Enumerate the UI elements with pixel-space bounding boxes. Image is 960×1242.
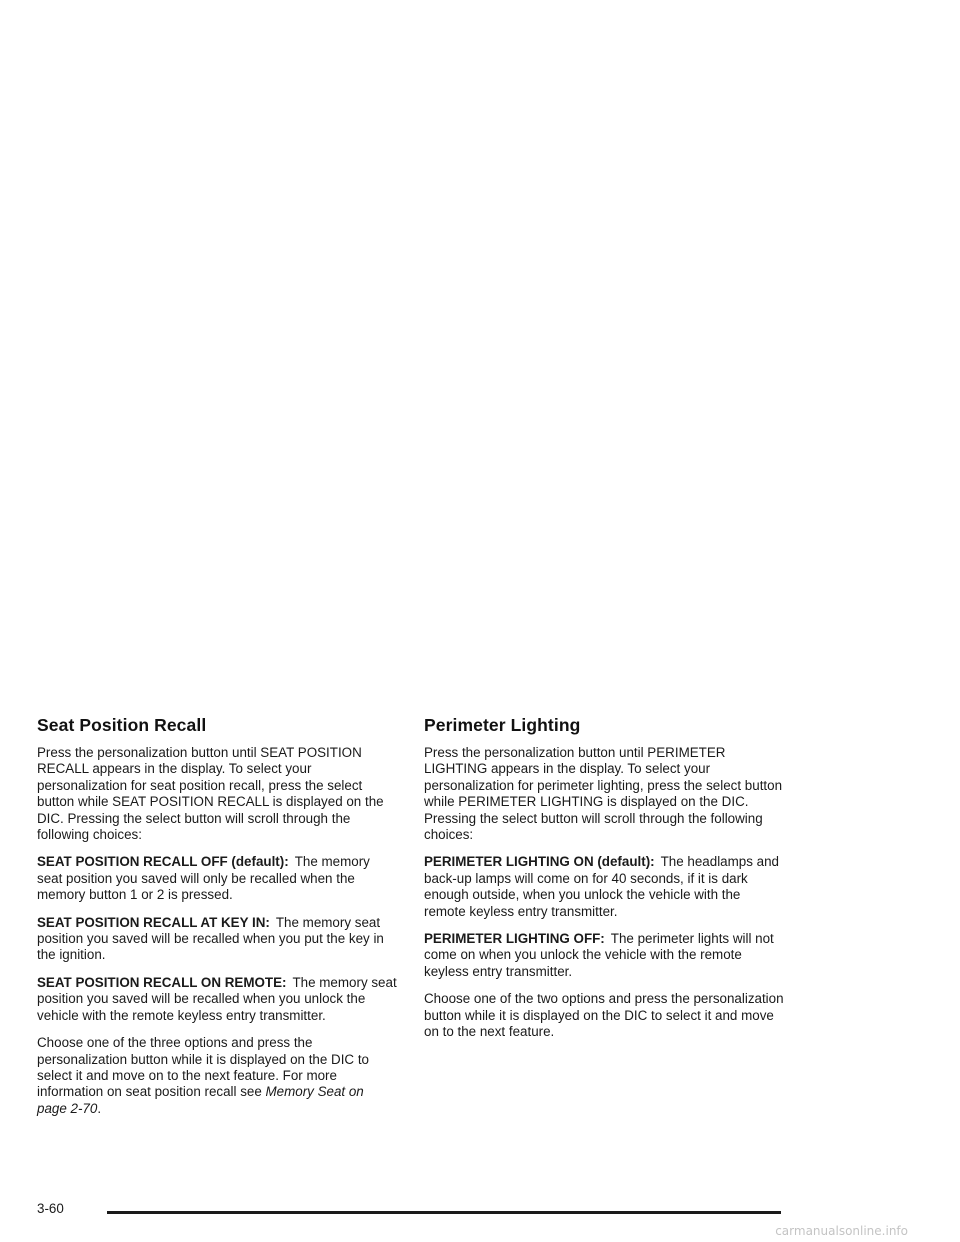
option-term: SEAT POSITION RECALL ON REMOTE: (37, 974, 287, 990)
option-paragraph (37, 975, 397, 1024)
right-column (424, 714, 784, 1052)
closing-paragraph (37, 1035, 397, 1117)
closing-paragraph: Choose one of the two options and press the personalization button while it is displayed on the DIC to select it and move on to the next feature. (424, 991, 784, 1040)
watermark: carmanualsonline.info (775, 1224, 908, 1238)
section-heading-perimeter-lighting: Perimeter Lighting (424, 715, 581, 735)
option-paragraph (37, 915, 397, 964)
option-text: The memory seat position you saved will only be recalled when the memory button 1 or 2 is pressed. (37, 854, 370, 903)
option-term: SEAT POSITION RECALL OFF (default): (37, 854, 289, 870)
intro-paragraph: Press the personalization button until PERIMETER LIGHTING appears in the display. To select your personalization for perimeter lighting, press the select button while PERIMETER LIGHTING is displayed on the DIC. Pressing the select button will scroll through the following choices: (424, 745, 783, 843)
closing-text: Choose one of the three options and press the personalization button while it is displayed on the DIC to select it and move on to the next feature. For more information on seat position recall see (37, 1035, 369, 1100)
cross-reference-link[interactable]: Memory Seat on page 2-70 (37, 1084, 364, 1116)
option-paragraph (424, 854, 784, 920)
option-text: The headlamps and back-up lamps will come on for 40 seconds, if it is dark enough outside, when you unlock the vehicle with the remote keyless entry transmitter. (424, 854, 779, 919)
section-heading-seat-position-recall: Seat Position Recall (37, 715, 207, 735)
option-paragraph (424, 931, 784, 980)
intro-paragraph: Press the personalization button until SEAT POSITION RECALL appears in the display. To select your personalization for seat position recall, press the select button while SEAT POSITION RECALL is displayed on the DIC. Pressing the select button will scroll through the following choices: (37, 745, 384, 843)
left-column (37, 714, 397, 1128)
option-text: The memory seat position you saved will be recalled when you put the key in the ignition. (37, 914, 384, 963)
option-text: The perimeter lights will not come on when you unlock the vehicle with the remote keyless entry transmitter. (424, 931, 774, 979)
option-paragraph (37, 854, 397, 903)
option-term: PERIMETER LIGHTING ON (default): (424, 854, 655, 870)
page-number: 3-60 (37, 1201, 64, 1216)
option-term: PERIMETER LIGHTING OFF: (424, 931, 605, 947)
option-text: The memory seat position you saved will be recalled when you unlock the vehicle with the remote keyless entry transmitter. (37, 974, 397, 1023)
footer-rule (107, 1211, 781, 1214)
closing-period: . (97, 1100, 102, 1116)
option-term: SEAT POSITION RECALL AT KEY IN: (37, 914, 270, 930)
